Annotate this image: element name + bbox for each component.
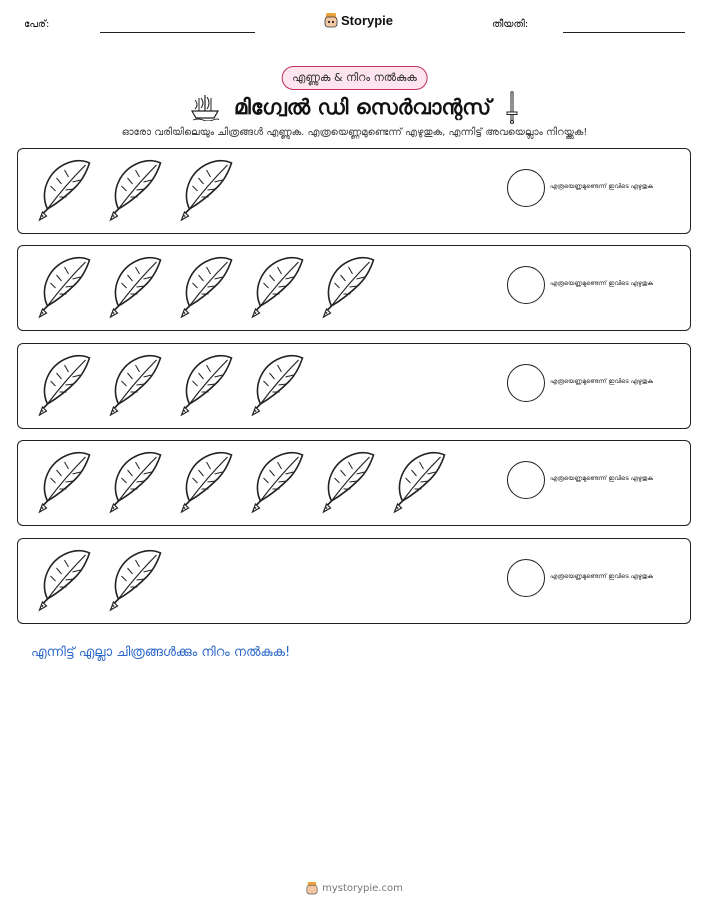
counting-row bbox=[17, 245, 691, 331]
quill-feather-icon bbox=[99, 547, 170, 617]
instructions: ഓരോ വരിയിലെയും ചിത്രങ്ങൾ എണ്ണുക. എത്രയെണ്ണമുണ്ടെന്ന് എഴുതുക, എന്നിട്ട് അവയെല്ലാം നിറയ്ക്കുക! bbox=[121, 127, 588, 138]
sword-icon bbox=[505, 90, 519, 124]
counting-row bbox=[17, 538, 691, 624]
footer-logo-icon bbox=[306, 881, 318, 895]
quill-feather-icon bbox=[28, 352, 99, 422]
color-instruction: എന്നിട്ട് എല്ലാ ചിത്രങ്ങൾക്കും നിറം നൽകുക! bbox=[31, 645, 291, 660]
count-label: എത്രയെണ്ണമുണ്ടെന്ന് ഇവിടെ എഴുതുക bbox=[550, 378, 653, 385]
count-answer-circle[interactable] bbox=[507, 364, 545, 402]
count-answer-circle[interactable] bbox=[507, 461, 545, 499]
page-title: മിഗ്വേൽ ഡി സെർവാന്റസ് bbox=[233, 94, 492, 119]
quill-feather-icon bbox=[312, 449, 383, 519]
feather-group bbox=[28, 547, 170, 617]
count-answer-circle[interactable] bbox=[507, 559, 545, 597]
feather-group bbox=[28, 352, 312, 422]
quill-feather-icon bbox=[28, 157, 99, 227]
ship-icon bbox=[190, 93, 220, 121]
logo-text: Storypie bbox=[341, 12, 394, 28]
quill-feather-icon bbox=[99, 157, 170, 227]
site-footer bbox=[0, 881, 709, 895]
title-row bbox=[0, 90, 709, 124]
quill-feather-icon bbox=[241, 254, 312, 324]
site-url[interactable]: mystorypie.com bbox=[322, 882, 403, 894]
count-label: എത്രയെണ്ണമുണ്ടെന്ന് ഇവിടെ എഴുതുക bbox=[550, 475, 653, 482]
count-label: എത്രയെണ്ണമുണ്ടെന്ന് ഇവിടെ എഴുതുക bbox=[550, 573, 653, 580]
name-label: പേര്: bbox=[24, 19, 50, 30]
count-answer-circle[interactable] bbox=[507, 266, 545, 304]
quill-feather-icon bbox=[99, 449, 170, 519]
quill-feather-icon bbox=[170, 157, 241, 227]
feather-group bbox=[28, 254, 383, 324]
date-line[interactable] bbox=[563, 32, 685, 33]
name-line[interactable] bbox=[100, 32, 255, 33]
quill-feather-icon bbox=[241, 352, 312, 422]
quill-feather-icon bbox=[170, 254, 241, 324]
quill-feather-icon bbox=[241, 449, 312, 519]
count-answer-circle[interactable] bbox=[507, 169, 545, 207]
quill-feather-icon bbox=[170, 449, 241, 519]
activity-badge: എണ്ണുക & നിറം നൽകുക bbox=[281, 66, 428, 90]
feather-group bbox=[28, 157, 241, 227]
logo-icon bbox=[324, 12, 338, 28]
date-label: തീയതി: bbox=[492, 19, 529, 30]
counting-row bbox=[17, 440, 691, 526]
counting-row bbox=[17, 343, 691, 429]
quill-feather-icon bbox=[28, 449, 99, 519]
quill-feather-icon bbox=[99, 254, 170, 324]
storypie-logo bbox=[324, 12, 393, 28]
quill-feather-icon bbox=[383, 449, 454, 519]
quill-feather-icon bbox=[99, 352, 170, 422]
quill-feather-icon bbox=[170, 352, 241, 422]
quill-feather-icon bbox=[28, 547, 99, 617]
quill-feather-icon bbox=[28, 254, 99, 324]
quill-feather-icon bbox=[312, 254, 383, 324]
feather-group bbox=[28, 449, 454, 519]
counting-row bbox=[17, 148, 691, 234]
count-label: എത്രയെണ്ണമുണ്ടെന്ന് ഇവിടെ എഴുതുക bbox=[550, 183, 653, 190]
count-label: എത്രയെണ്ണമുണ്ടെന്ന് ഇവിടെ എഴുതുക bbox=[550, 280, 653, 287]
